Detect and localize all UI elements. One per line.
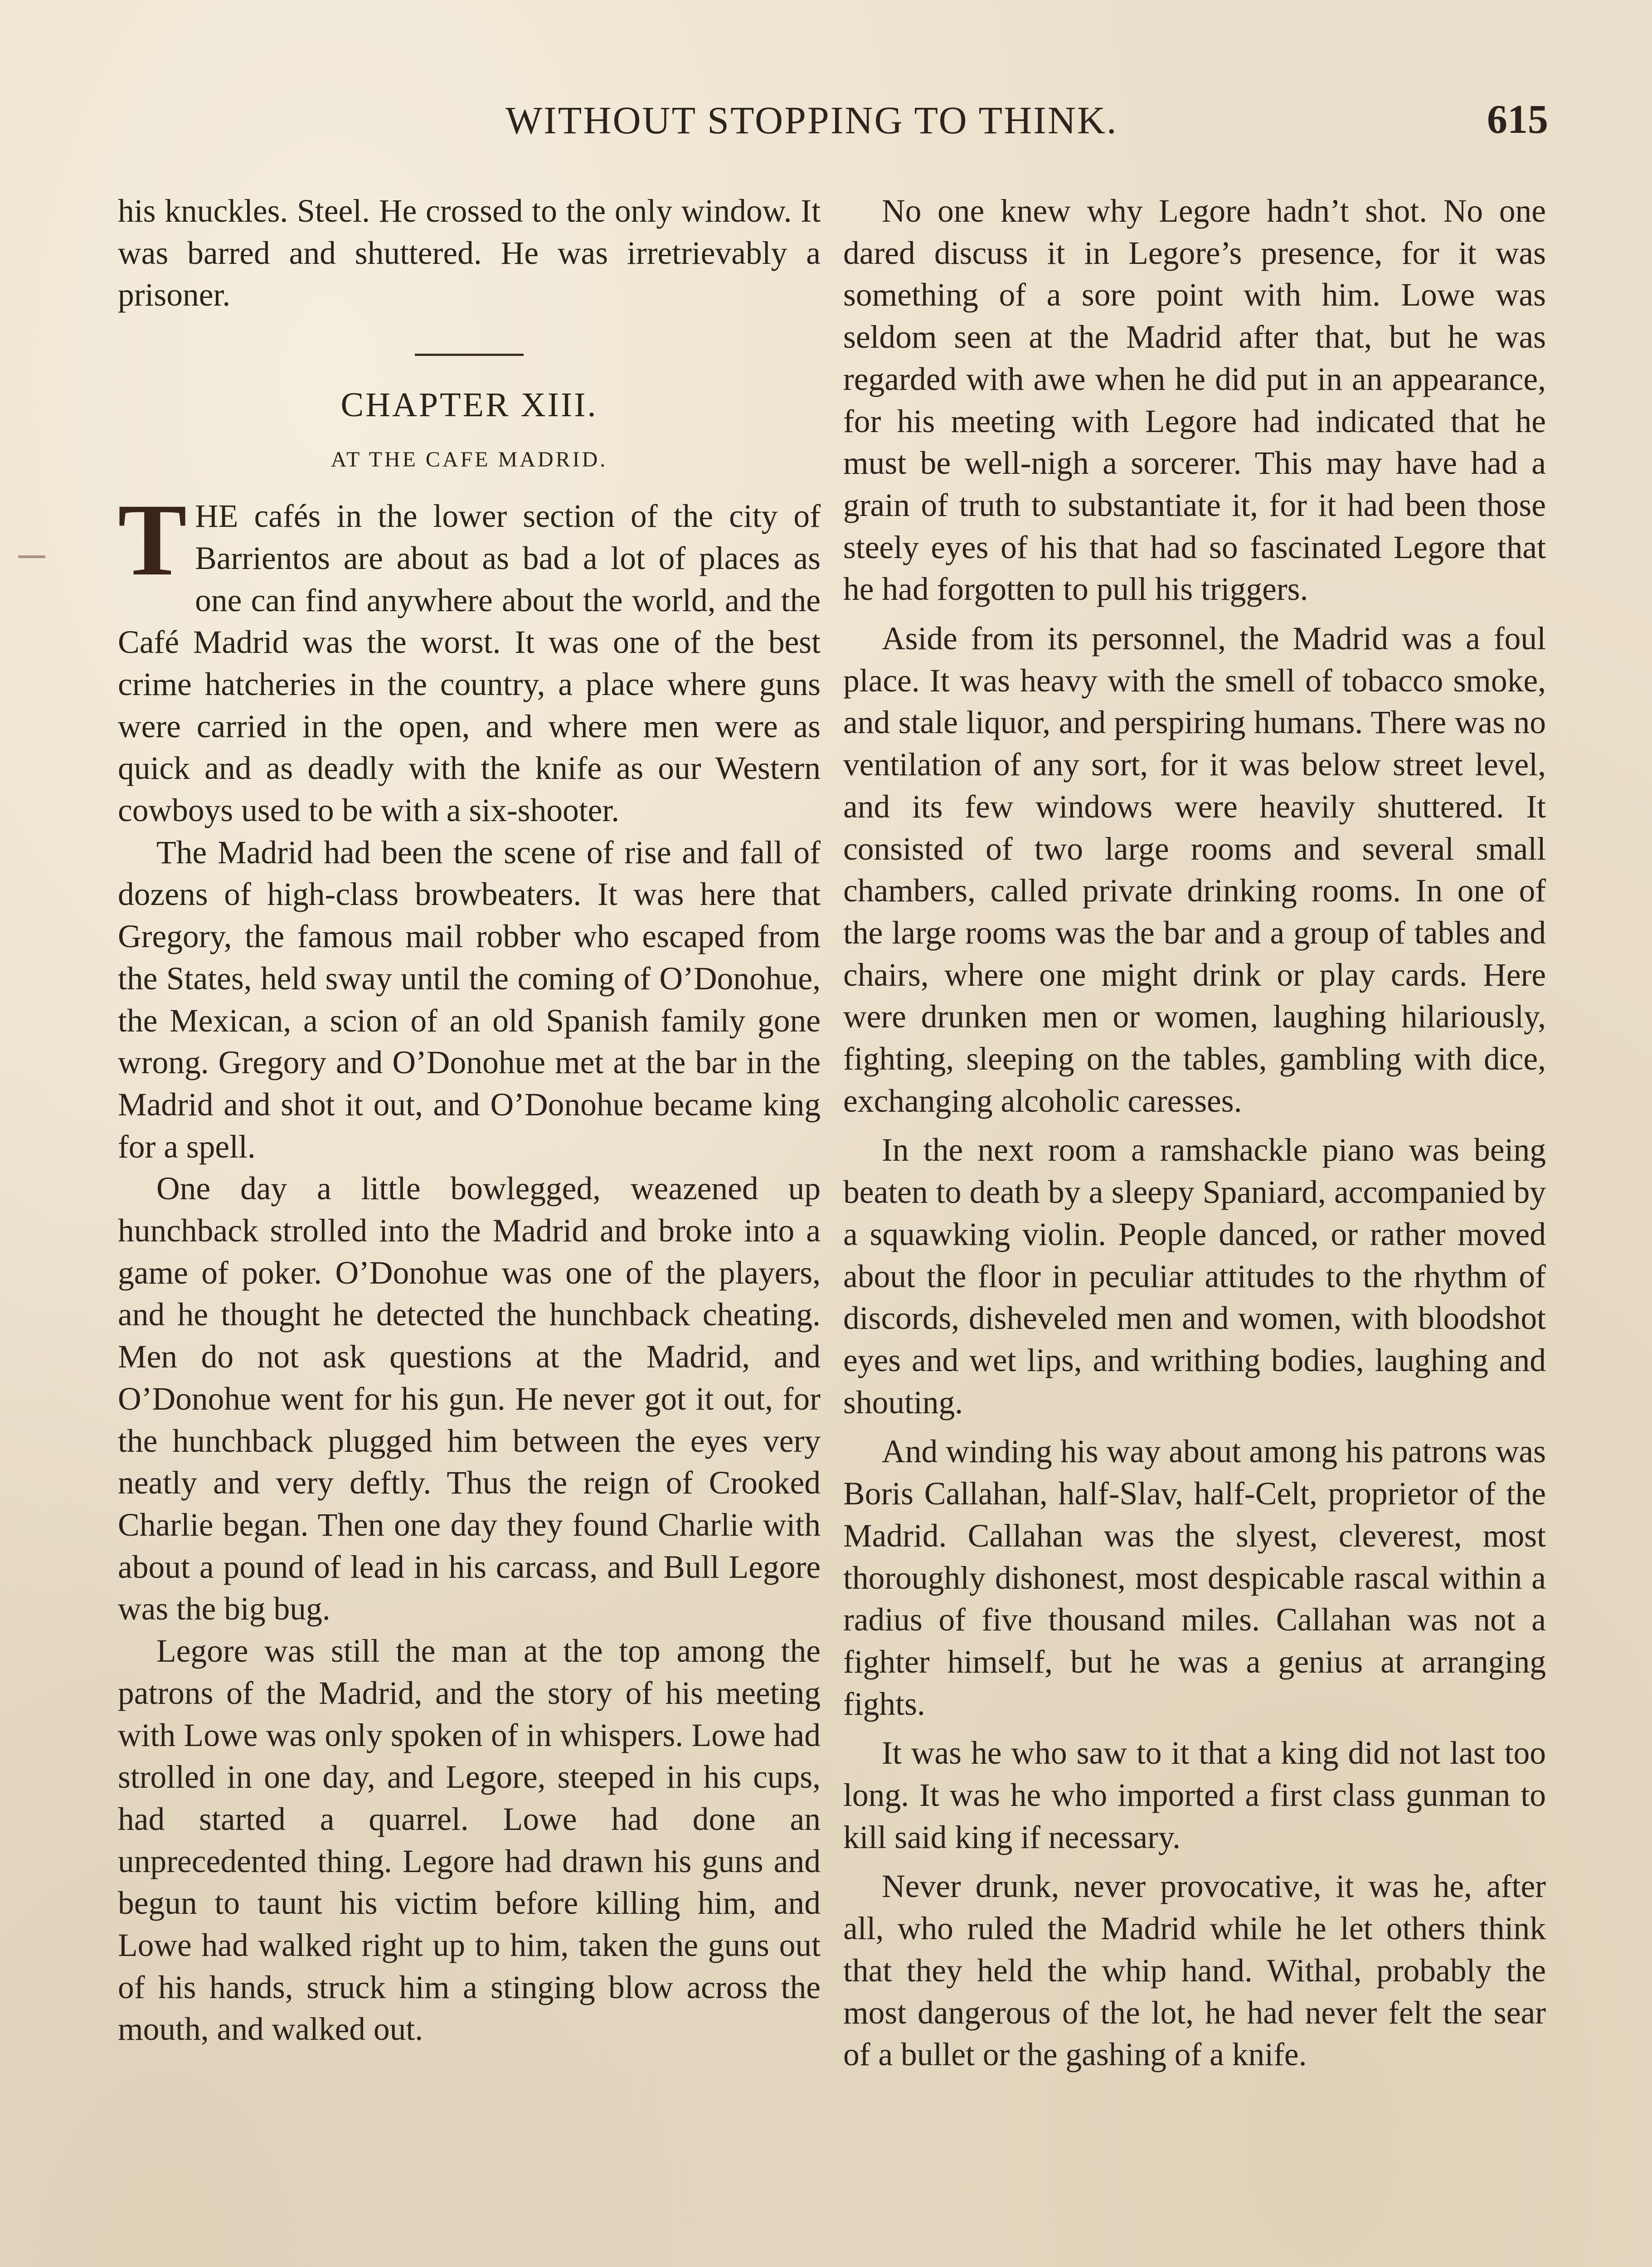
margin-mark — [18, 555, 45, 558]
first-paragraph-text: HE cafés in the lower section of the city of Barrientos are about as bad a lot of places as one can find anywhere about the world, and the Café Madrid was the worst. It was one of the best crime hatcheries in the country, a place where guns were carried in the open, and where men were as quick and as deadly with the knife as our Western cowboys used to be with a six-shooter. — [118, 498, 821, 829]
page-number: 615 — [1487, 97, 1548, 142]
right-column — [843, 190, 1546, 2076]
chapter-first-paragraph — [118, 483, 821, 832]
paragraph: Aside from its personnel, the Madrid was a foul place. It was heavy with the smell of tobacco smoke, and stale liquor, and perspiring humans. There was no ventilation of any sort, for it was below street level, and its few windows were heavily shuttered. It consisted of two large rooms and several small chambers, called private drinking rooms. In one of the large rooms was the bar and a group of tables and chairs, where one might drink or play cards. Here were drunken men or women, laughing hilariously, fighting, sleeping on the tables, gambling with dice, exchanging alcoholic caresses. — [843, 621, 1546, 1119]
paragraph: Legore was still the man at the top among the patrons of the Madrid, and the story of his meeting with Lowe was only spoken of in whispers. Lowe had strolled in one day, and Legore, steeped in his cups, had started a quarrel. Lowe had done an unprecedented thing. Legore had drawn his guns and begun to taunt his victim before killing him, and Lowe had walked right up to him, taken the guns out of his hands, struck him a stinging blow across the mouth, and walked out. — [118, 1633, 821, 2048]
opening-paragraph: his knuckles. Steel. He crossed to the only window. It was barred and shuttered. He was irretrievably a prisoner. — [118, 193, 821, 313]
paragraph: The Madrid had been the scene of rise and fall of dozens of high-class browbeaters. It was here that Gregory, the famous mail robber who escaped from the States, held sway until the coming of O’Donohue, the Mexican, a scion of an old Spanish family gone wrong. Gregory and O’Donohue met at the bar in the Madrid and shot it out, and O’Donohue became king for a spell. — [118, 834, 821, 1165]
chapter-subtitle: AT THE CAFE MADRID. — [330, 448, 608, 472]
paragraph: Never drunk, never provocative, it was he, after all, who ruled the Madrid while he let others think that they held the whip hand. Withal, probably the most dangerous of the lot, he had never felt the sear of a bullet or the gashing of a knife. — [843, 1868, 1546, 2073]
drop-cap: T — [118, 483, 187, 598]
paragraph: No one knew why Legore hadn’t shot. No one dared discuss it in Legore’s presence, for it was something of a sore point with him. Lowe was seldom seen at the Madrid after that, but he was regarded with awe when he did put in an appearance, for his meeting with Legore had indicated that he must be well-nigh a sorcerer. This may have had a grain of truth to substantiate it, for it had been those steely eyes of his that had so fascinated Legore that he had forgotten to pull his triggers. — [843, 193, 1546, 608]
paragraph: And winding his way about among his patrons was Boris Callahan, half-Slav, half-Celt, proprietor of the Madrid. Callahan was the slyest, cleverest, most thoroughly dishonest, most despicable rascal within a radius of five thousand miles. Callahan was not a fighter himself, but he was a genius at arranging fights. — [843, 1434, 1546, 1722]
left-column — [118, 190, 821, 2051]
paragraph: It was he who saw to it that a king did not last too long. It was he who imported a first class gunman to kill said king if necessary. — [843, 1735, 1546, 1855]
paragraph: In the next room a ramshackle piano was being beaten to death by a sleepy Spaniard, accompanied by a squawking violin. People danced, or rather moved about the floor in peculiar attitudes to the rhythm of discords, disheveled men and women, with bloodshot eyes and wet lips, and writhing bodies, laughing and shouting. — [843, 1132, 1546, 1421]
section-rule — [415, 354, 524, 356]
running-title: WITHOUT STOPPING TO THINK. — [505, 98, 1118, 142]
chapter-title: CHAPTER XIII. — [340, 386, 598, 424]
paragraph: One day a little bowlegged, weazened up hunchback strolled into the Madrid and broke into a game of poker. O’Donohue was one of the players, and he thought he detected the hunchback cheating. Men do not ask questions at the Madrid, and O’Donohue went for his gun. He never got it out, for the hunchback plugged him between the eyes very neatly and very deftly. Thus the reign of Crooked Charlie began. Then one day they found Charlie with about a pound of lead in his carcass, and Bull Legore was the big bug. — [118, 1171, 821, 1627]
